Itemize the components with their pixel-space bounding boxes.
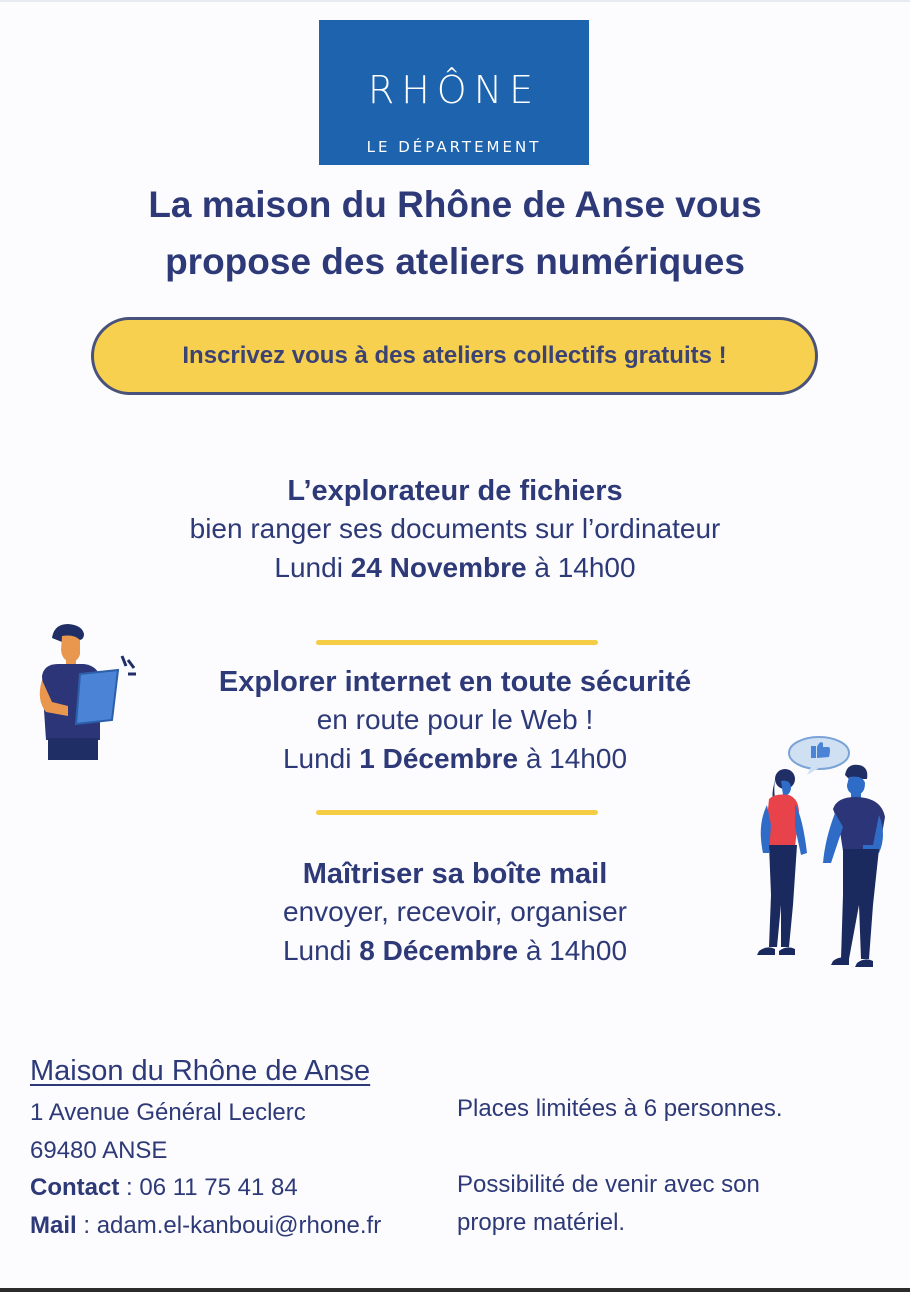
places-note: Places limitées à 6 personnes. [457, 1095, 783, 1122]
workshop-date-value: 1 Décembre [359, 743, 519, 774]
thumbs-up-speech-bubble-icon [789, 737, 849, 775]
title-line-2: propose des ateliers numériques [165, 241, 745, 282]
workshop-date-value: 8 Décembre [359, 935, 519, 966]
contact-phone: : 06 11 75 41 84 [119, 1174, 298, 1201]
workshop-2 [140, 663, 770, 779]
workshop-subtitle: envoyer, recevoir, organiser [283, 896, 627, 927]
man-with-tablet-illustration [28, 620, 138, 770]
contact-line [30, 1169, 450, 1207]
workshop-title: L’explorateur de fichiers [287, 475, 623, 507]
workshop-day: Lundi [274, 552, 343, 583]
org-name: Maison du Rhône de Anse [30, 1055, 371, 1087]
address-line-2: 69480 ANSE [30, 1136, 168, 1164]
address-line-1: 1 Avenue Général Leclerc [30, 1099, 306, 1126]
equipment-note-line-1: Possibilité de venir avec son [457, 1171, 760, 1198]
workshop-time: à 14h00 [534, 552, 636, 583]
workshop-subtitle: bien ranger ses documents sur l’ordinateur [189, 513, 721, 544]
mail-address: : adam.el-kanboui@rhone.fr [76, 1211, 382, 1239]
top-border [0, 0, 910, 2]
equipment-note-line-2: propre matériel. [457, 1209, 626, 1236]
workshop-date [140, 739, 770, 779]
signup-banner: Inscrivez vous à des ateliers collectifs gratuits ! [91, 317, 818, 395]
rhone-logo [319, 20, 589, 165]
workshop-date-value: 24 Novembre [350, 552, 527, 583]
workshop-time: à 14h00 [525, 743, 628, 774]
workshop-date [140, 548, 770, 588]
bottom-border [0, 1288, 910, 1292]
workshop-time: à 14h00 [525, 935, 628, 966]
workshop-title: Explorer internet en toute sécurité [218, 666, 692, 698]
contact-label: Contact [30, 1174, 120, 1201]
page-title [60, 176, 850, 290]
workshop-subtitle: en route pour le Web ! [316, 704, 594, 735]
divider-2 [316, 810, 598, 815]
mail-label: Mail [30, 1211, 77, 1239]
logo-word: RHÔNE [367, 68, 541, 112]
spacer [457, 1128, 877, 1166]
divider-1 [316, 640, 598, 645]
title-line-1: La maison du Rhône de Anse vous [148, 184, 762, 225]
footer-contact-block [30, 1050, 450, 1244]
workshop-3 [140, 855, 770, 971]
workshop-title: Maîtriser sa boîte mail [302, 858, 608, 890]
logo-subtitle: LE DÉPARTEMENT [366, 138, 542, 156]
workshop-1 [140, 472, 770, 588]
footer-notes-block [457, 1090, 877, 1242]
workshop-day: Lundi [282, 935, 352, 966]
workshop-day: Lundi [282, 743, 352, 774]
workshop-date [140, 931, 770, 971]
mail-line [30, 1207, 450, 1245]
two-people-talking-illustration [745, 735, 895, 970]
